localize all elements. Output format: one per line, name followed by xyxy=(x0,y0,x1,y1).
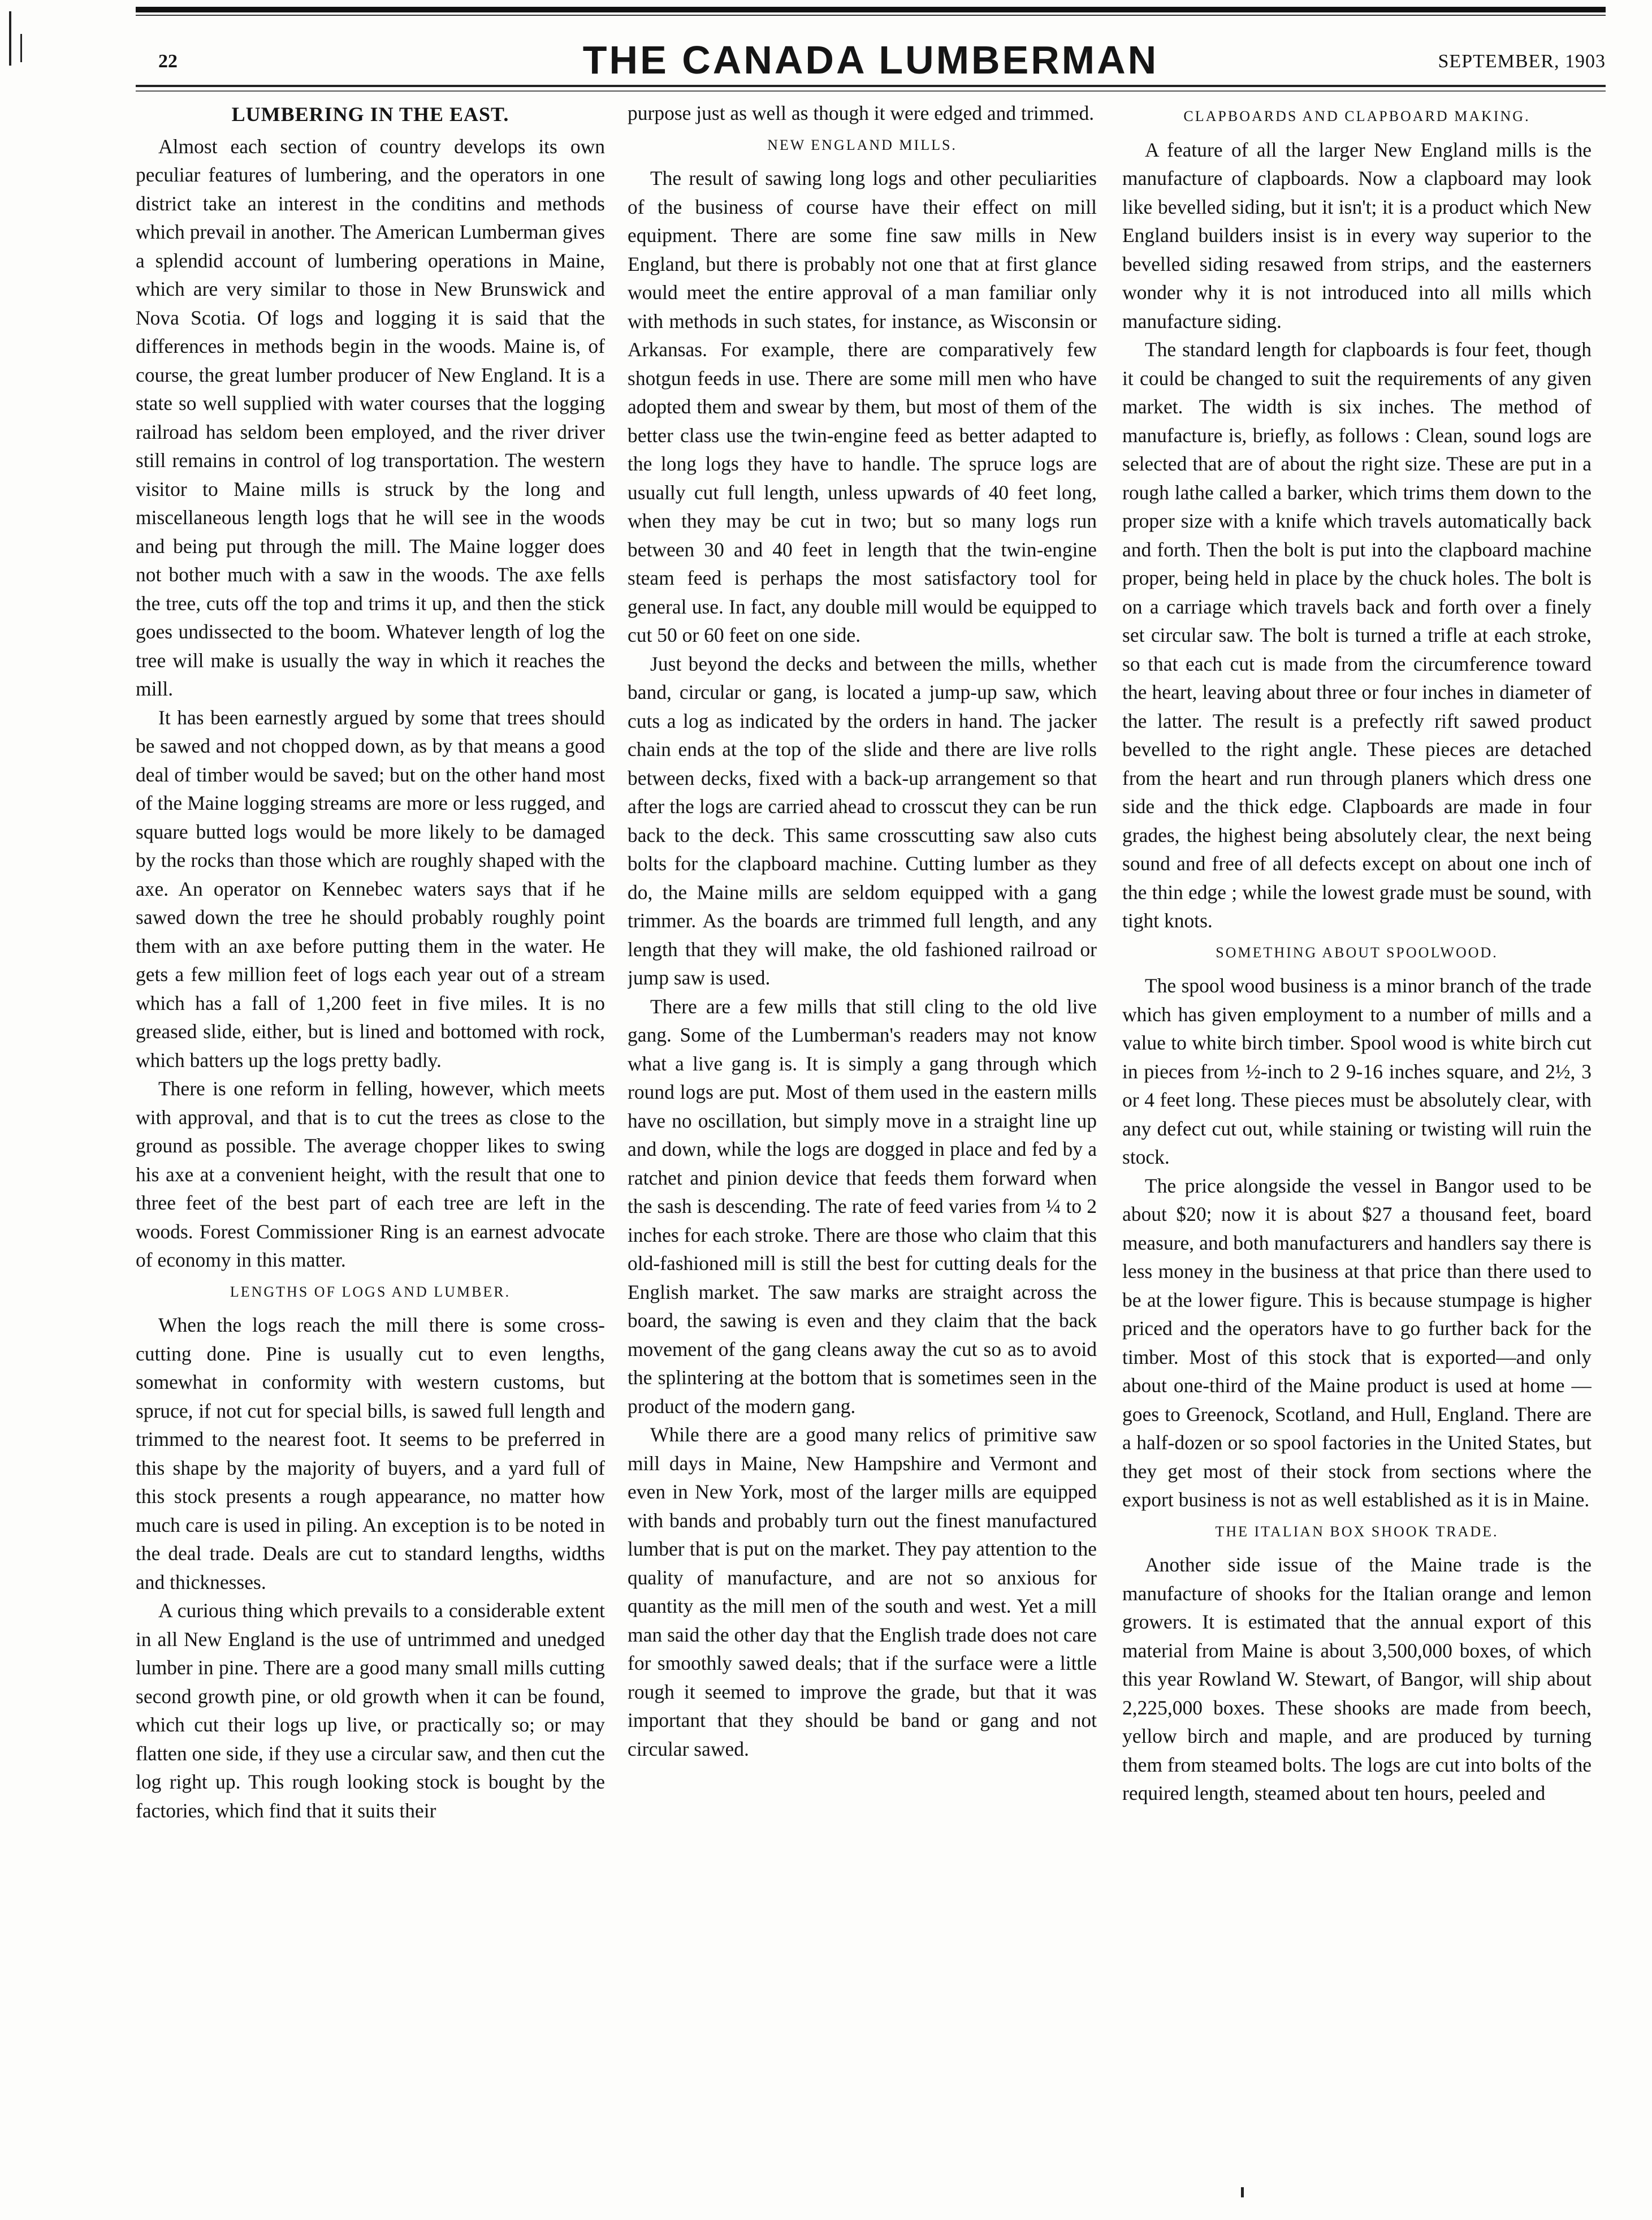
paragraph: It has been earnestly argued by some that trees should be sawed and not chopped down, as by that means a good deal of timber would be saved; but on the other hand most of the Maine logging streams are more or less rugged, and square butted logs would be more likely to be damaged by the rocks than those which are roughly shaped with the axe. An operator on Kennebec waters says that if he sawed down the tree he should probably roughly point them with an axe before putting them in the water. He gets a few million feet of logs each year out of a stream which has a fall of 1,200 feet in five miles. It is no greased slide, either, but is lined and bottomed with rock, which batters up the logs pretty badly. xyxy=(136,706,605,1072)
top-rule xyxy=(136,15,1606,16)
paragraph: While there are a good many relics of primitive saw mill days in Maine, New Hampshire and Vermont and even in New York, most of the larger mills are equipped with bands and probably turn out the finest manufactured lumber that is put on the market. They pay attention to the quality of manufacture, and are not so anxious for quantity as the mill men of the south and west. Yet a mill man said the other day that the English trade does not care for smoothly sawed deals; that if the surface were a little rough it seemed to improve the grade, but that it was important that they should be band or gang and not circular sawed. xyxy=(628,1423,1097,1760)
top-rule xyxy=(136,7,1606,12)
page-header xyxy=(136,34,1606,90)
masthead-title: THE CANADA LUMBERMAN xyxy=(582,38,1159,82)
page-number: 22 xyxy=(158,51,178,72)
column-2 xyxy=(628,99,1097,2180)
paragraph: A curious thing which prevails to a considerable extent in all New England is the use of untrimmed and unedged lumber in pine. There are a good many small mills cutting second growth pine, or old growth when it can be found, which cut their logs up live, or practically so; or may flatten one side, if they use a circular saw, and then cut the log right up. This rough looking stock is bought by the factories, which find that it suits their xyxy=(136,1599,605,1822)
column-1 xyxy=(136,99,605,2180)
header-rule xyxy=(136,90,1606,92)
article-heading: LUMBERING IN THE EAST. xyxy=(231,103,509,126)
paragraph: Just beyond the decks and between the mills, whether band, circular or gang, is located a jump-up saw, which cuts a log as indicated by the orders in hand. The jacker chain ends at the top of the slide and there are live rolls between decks, fixed with a back-up arrangement so that after the logs are carried ahead to crosscut they can be run back to the deck. This same crosscutting saw also cuts bolts for the clapboard machine. Cutting lumber as they do, the Maine mills are seldom equipped with a gang trimmer. As the boards are trimmed full length, and any length that they will make, the old fashioned railroad or jump saw is used. xyxy=(628,652,1097,989)
scan-edge-mark xyxy=(20,34,22,62)
section-heading: LENGTHS OF LOGS AND LUMBER. xyxy=(230,1283,511,1300)
paragraph: A feature of all the larger New England mills is the manufacture of clapboards. Now a clapboard may look like bevelled siding, but it isn't; it is a product which New England builders insist is in every way superior to the bevelled siding resawed from strips, and the easterners wonder why it is not introduced into all mills which manufacture siding. xyxy=(1122,138,1592,332)
paragraph: The standard length for clapboards is four feet, though it could be changed to suit the requirements of any given market. The width is six inches. The method of manufacture is, briefly, as follows : Clean, sound logs are selected that are of about the right size. These are put in a rough lathe called a barker, which trims them down to the proper size with a knife which travels automatically back and forth. Then the bolt is put into the clapboard machine proper, being held in place by the chuck holes. The bolt is on a carriage which travels back and forth over a finely set circular saw. The bolt is turned a trifle at each stroke, so that each cut is made from the circumference toward the heart, leaving about three or four inches in diameter of the latter. The result is a prefectly rift sawed product bevelled to the right angle. These pieces are detached from the heart and run through planers which dress one side and the thick edge. Clapboards are made in four grades, the highest being absolutely clear, the next being sound and free of all defects except on about one inch of the thin edge ; while the lowest grade must be sound, with tight knots. xyxy=(1122,338,1592,932)
paragraph: The result of sawing long logs and other peculiarities of the business of course have their effect on mill equipment. There are some fine saw mills in New England, but there is probably not one that at first glance would meet the entire approval of a man familiar only with methods in such states, for instance, as Wisconsin or Arkansas. For example, there are comparatively few shotgun feeds in use. There are some mill men who have adopted them and swear by them, but most of them of the better class use the twin-engine feed as better adapted to the long logs they have to handle. The spruce logs are usually cut full length, unless upwards of 40 feet long, when they may be cut in two; but so many logs run between 30 and 40 feet in length that the twin-engine steam feed is perhaps the most satisfactory tool for general use. In fact, any double mill would be equipped to cut 50 or 60 feet on one side. xyxy=(628,167,1097,646)
section-heading: CLAPBOARDS AND CLAPBOARD MAKING. xyxy=(1183,108,1530,124)
paragraph: The price alongside the vessel in Bangor used to be about $20; now it is about $27 a thousand feet, board measure, and both manufacturers and handlers say there is less money in the business at that price than there used to be at the lower figure. This is because stumpage is higher priced and the operators have to go further back for the timber. Most of this stock that is exported—and only about one-third of the Maine product is used at home — goes to Greenock, Scotland, and Hull, England. There are a half-dozen or so spool factories in the United States, but they get most of their stock from sections where the export business is not as well established as it is in Maine. xyxy=(1122,1174,1592,1511)
paragraph: Another side issue of the Maine trade is the manufacture of shooks for the Italian orange and lemon growers. It is estimated that the annual export of this material from Maine is about 3,500,000 boxes, of which this year Rowland W. Stewart, of Bangor, will ship about 2,225,000 boxes. These shooks are made from beech, yellow birch and maple, and are produced by turning them from steamed bolts. The logs are cut into bolts of the required length, steamed about ten hours, peeled and xyxy=(1122,1553,1592,1804)
header-rule xyxy=(136,85,1606,87)
scan-edge-mark xyxy=(9,11,11,66)
paragraph: The spool wood business is a minor branch of the trade which has given employment to a number of mills and a value to white birch timber. Spool wood is white birch cut in pieces from ½-inch to 2 9-16 inches square, and 2½, 3 or 4 feet long. These pieces must be absolutely clear, with any defect cut out, while staining or twisting will ruin the stock. xyxy=(1122,974,1592,1168)
paragraph: Almost each section of country develops its own peculiar features of lumbering, and the operators in one district take an interest in the conditins and methods which prevail in another. The American Lumberman gives a splendid account of lumbering operations in Maine, which are very similar to those in New Brunswick and Nova Scotia. Of logs and logging it is said that the differences in methods begin in the woods. Maine is, of course, the great lumber producer of New England. It is a state so well supplied with water courses that the logging railroad has seldom been employed, and the river driver still remains in control of log transportation. The western visitor to Maine mills is struck by the long and miscellaneous length logs that he will see in the woods and being put through the mill. The Maine logger does not bother much with a saw in the woods. The axe fells the tree, cuts off the top and trims it up, and then the stick goes undissected to the boom. Whatever length of log the tree will make is usually the way in which it reaches the mill. xyxy=(136,135,605,700)
section-heading: SOMETHING ABOUT SPOOLWOOD. xyxy=(1216,944,1498,961)
issue-date: SEPTEMBER, 1903 xyxy=(1438,51,1606,72)
paragraph: There is one reform in felling, however, which meets with approval, and that is to cut the trees as close to the ground as possible. The average chopper likes to swing his axe at a convenient height, with the result that one to three feet of the best part of each tree are left in the woods. Forest Commissioner Ring is an earnest advocate of economy in this matter. xyxy=(136,1077,605,1271)
paragraph: There are a few mills that still cling to the old live gang. Some of the Lumberman's readers may not know what a live gang is. It is simply a gang through which round logs are put. Most of them used in the eastern mills have no oscillation, but simply move in a straight line up and down, while the logs are dogged in place and fed by a ratchet and pinion device that feeds them forward when the sash is descending. The rate of feed varies from ¼ to 2 inches for each stroke. There are those who claim that this old-fashioned mill is still the best for cutting deals for the English market. The saw marks are straight across the board, the sawing is even and they claim that the back movement of the gang cleans away the cut so as to avoid the splintering at the bottom that is sometimes seen in the product of the modern gang. xyxy=(628,995,1097,1418)
column-3 xyxy=(1122,99,1592,2180)
footer-mark xyxy=(1241,2187,1244,2197)
section-heading: THE ITALIAN BOX SHOOK TRADE. xyxy=(1215,1523,1499,1540)
paragraph: When the logs reach the mill there is some cross-cutting done. Pine is usually cut to even lengths, somewhat in conformity with western customs, but spruce, if not cut for special bills, is sawed full length and trimmed to the nearest foot. It seems to be preferred in this shape by the majority of buyers, and a yard full of this stock presents a rough appearance, no matter how much care is used in piling. An exception is to be noted in the deal trade. Deals are cut to standard lengths, widths and thicknesses. xyxy=(136,1314,605,1593)
paragraph-continuation: purpose just as well as though it were edged and trimmed. xyxy=(628,102,1095,124)
section-heading: NEW ENGLAND MILLS. xyxy=(767,136,957,153)
